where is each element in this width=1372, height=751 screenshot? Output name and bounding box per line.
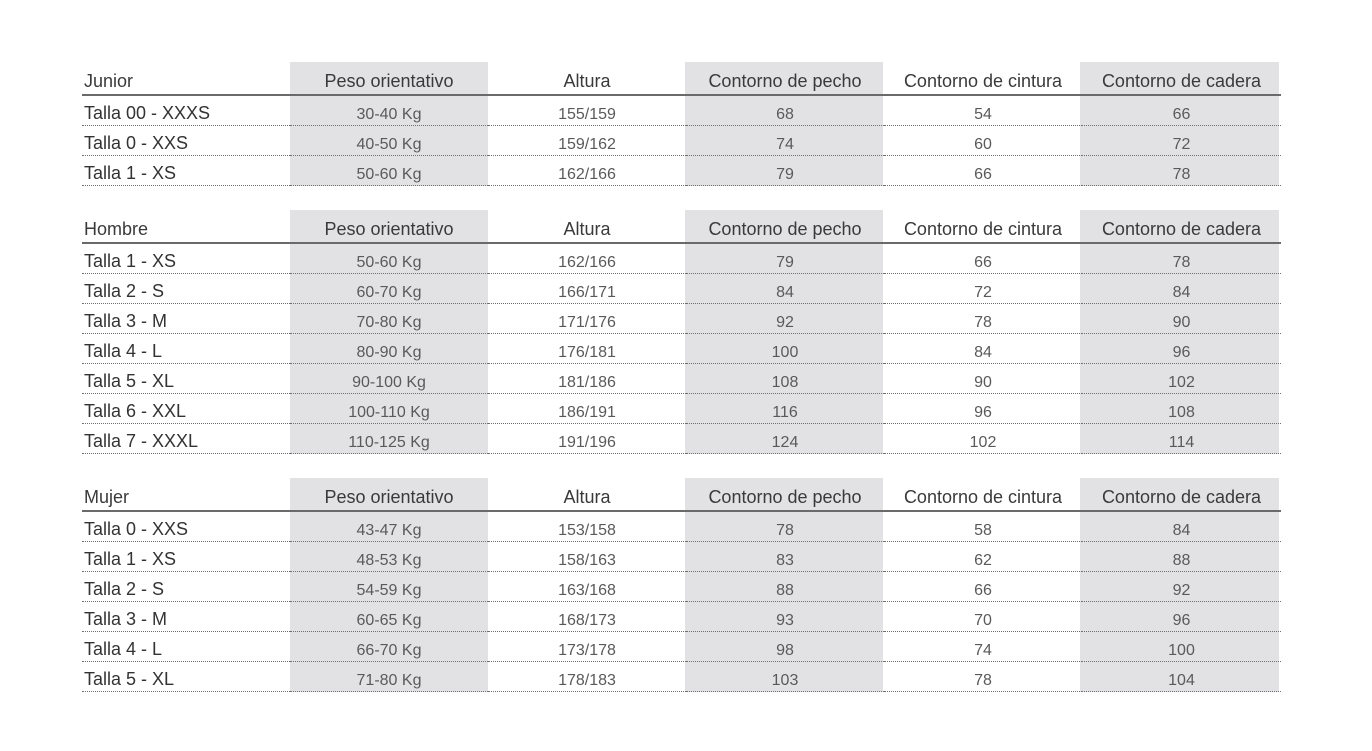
pecho-cell: 74 [686,126,884,156]
peso-cell: 100-110 Kg [290,394,488,424]
cadera-cell: 84 [1082,274,1281,304]
cintura-cell: 58 [884,511,1082,542]
pecho-cell: 108 [686,364,884,394]
table-row [82,394,1281,424]
size-label: Talla 5 - XL [82,662,290,692]
table-row [82,334,1281,364]
cadera-cell: 90 [1082,304,1281,334]
section-title: Mujer [82,478,290,511]
pecho-cell: 83 [686,542,884,572]
cadera-cell: 88 [1082,542,1281,572]
size-label: Talla 3 - M [82,602,290,632]
cadera-cell: 92 [1082,572,1281,602]
size-label: Talla 1 - XS [82,156,290,186]
table-row [82,156,1281,186]
size-section-hombre [82,210,1279,454]
column-header-pecho: Contorno de pecho [686,478,884,511]
pecho-cell: 68 [686,95,884,126]
section-title: Hombre [82,210,290,243]
column-header-altura: Altura [488,478,686,511]
peso-cell: 90-100 Kg [290,364,488,394]
peso-cell: 60-65 Kg [290,602,488,632]
size-section-mujer [82,478,1279,692]
pecho-cell: 88 [686,572,884,602]
peso-cell: 71-80 Kg [290,662,488,692]
cadera-cell: 108 [1082,394,1281,424]
peso-cell: 110-125 Kg [290,424,488,454]
cadera-cell: 96 [1082,602,1281,632]
table-row [82,602,1281,632]
peso-cell: 50-60 Kg [290,243,488,274]
pecho-cell: 116 [686,394,884,424]
cintura-cell: 60 [884,126,1082,156]
column-header-cadera: Contorno de cadera [1082,210,1281,243]
column-header-peso: Peso orientativo [290,62,488,95]
peso-cell: 30-40 Kg [290,95,488,126]
cintura-cell: 66 [884,243,1082,274]
table-row [82,511,1281,542]
altura-cell: 153/158 [488,511,686,542]
table-row [82,95,1281,126]
altura-cell: 168/173 [488,602,686,632]
cintura-cell: 74 [884,632,1082,662]
size-label: Talla 0 - XXS [82,511,290,542]
peso-cell: 66-70 Kg [290,632,488,662]
altura-cell: 186/191 [488,394,686,424]
table-header-row [82,62,1281,95]
altura-cell: 162/166 [488,156,686,186]
size-label: Talla 1 - XS [82,542,290,572]
size-label: Talla 4 - L [82,334,290,364]
size-label: Talla 6 - XXL [82,394,290,424]
pecho-cell: 79 [686,156,884,186]
table-row [82,632,1281,662]
column-header-pecho: Contorno de pecho [686,62,884,95]
section-title: Junior [82,62,290,95]
altura-cell: 163/168 [488,572,686,602]
table-header-row [82,210,1281,243]
size-label: Talla 00 - XXXS [82,95,290,126]
size-chart [82,62,1279,716]
altura-cell: 159/162 [488,126,686,156]
column-header-cadera: Contorno de cadera [1082,62,1281,95]
table-row [82,243,1281,274]
pecho-cell: 84 [686,274,884,304]
altura-cell: 181/186 [488,364,686,394]
size-label: Talla 2 - S [82,274,290,304]
peso-cell: 70-80 Kg [290,304,488,334]
cintura-cell: 62 [884,542,1082,572]
table-row [82,364,1281,394]
pecho-cell: 103 [686,662,884,692]
pecho-cell: 100 [686,334,884,364]
altura-cell: 191/196 [488,424,686,454]
altura-cell: 158/163 [488,542,686,572]
altura-cell: 171/176 [488,304,686,334]
pecho-cell: 98 [686,632,884,662]
altura-cell: 173/178 [488,632,686,662]
table-row [82,304,1281,334]
column-header-altura: Altura [488,62,686,95]
pecho-cell: 92 [686,304,884,334]
peso-cell: 60-70 Kg [290,274,488,304]
size-label: Talla 5 - XL [82,364,290,394]
cintura-cell: 78 [884,662,1082,692]
cintura-cell: 66 [884,572,1082,602]
cadera-cell: 114 [1082,424,1281,454]
column-header-peso: Peso orientativo [290,210,488,243]
size-table [82,62,1281,186]
table-header-row [82,478,1281,511]
table-row [82,662,1281,692]
cadera-cell: 84 [1082,511,1281,542]
column-header-pecho: Contorno de pecho [686,210,884,243]
altura-cell: 178/183 [488,662,686,692]
column-header-cintura: Contorno de cintura [884,210,1082,243]
size-label: Talla 7 - XXXL [82,424,290,454]
altura-cell: 176/181 [488,334,686,364]
size-label: Talla 4 - L [82,632,290,662]
cintura-cell: 90 [884,364,1082,394]
cadera-cell: 100 [1082,632,1281,662]
size-label: Talla 3 - M [82,304,290,334]
size-label: Talla 1 - XS [82,243,290,274]
cintura-cell: 54 [884,95,1082,126]
cintura-cell: 72 [884,274,1082,304]
cintura-cell: 96 [884,394,1082,424]
cadera-cell: 96 [1082,334,1281,364]
cintura-cell: 78 [884,304,1082,334]
cadera-cell: 104 [1082,662,1281,692]
altura-cell: 162/166 [488,243,686,274]
table-row [82,424,1281,454]
table-row [82,274,1281,304]
table-row [82,126,1281,156]
pecho-cell: 79 [686,243,884,274]
peso-cell: 54-59 Kg [290,572,488,602]
peso-cell: 48-53 Kg [290,542,488,572]
pecho-cell: 93 [686,602,884,632]
column-header-peso: Peso orientativo [290,478,488,511]
column-header-cintura: Contorno de cintura [884,62,1082,95]
peso-cell: 43-47 Kg [290,511,488,542]
cadera-cell: 66 [1082,95,1281,126]
size-label: Talla 0 - XXS [82,126,290,156]
table-row [82,572,1281,602]
cadera-cell: 78 [1082,243,1281,274]
cintura-cell: 102 [884,424,1082,454]
column-header-cadera: Contorno de cadera [1082,478,1281,511]
cintura-cell: 84 [884,334,1082,364]
size-section-junior [82,62,1279,186]
size-label: Talla 2 - S [82,572,290,602]
table-row [82,542,1281,572]
altura-cell: 166/171 [488,274,686,304]
peso-cell: 40-50 Kg [290,126,488,156]
size-table [82,478,1281,692]
cadera-cell: 78 [1082,156,1281,186]
peso-cell: 80-90 Kg [290,334,488,364]
cintura-cell: 70 [884,602,1082,632]
cadera-cell: 102 [1082,364,1281,394]
pecho-cell: 78 [686,511,884,542]
altura-cell: 155/159 [488,95,686,126]
column-header-altura: Altura [488,210,686,243]
pecho-cell: 124 [686,424,884,454]
peso-cell: 50-60 Kg [290,156,488,186]
cintura-cell: 66 [884,156,1082,186]
cadera-cell: 72 [1082,126,1281,156]
column-header-cintura: Contorno de cintura [884,478,1082,511]
size-table [82,210,1281,454]
